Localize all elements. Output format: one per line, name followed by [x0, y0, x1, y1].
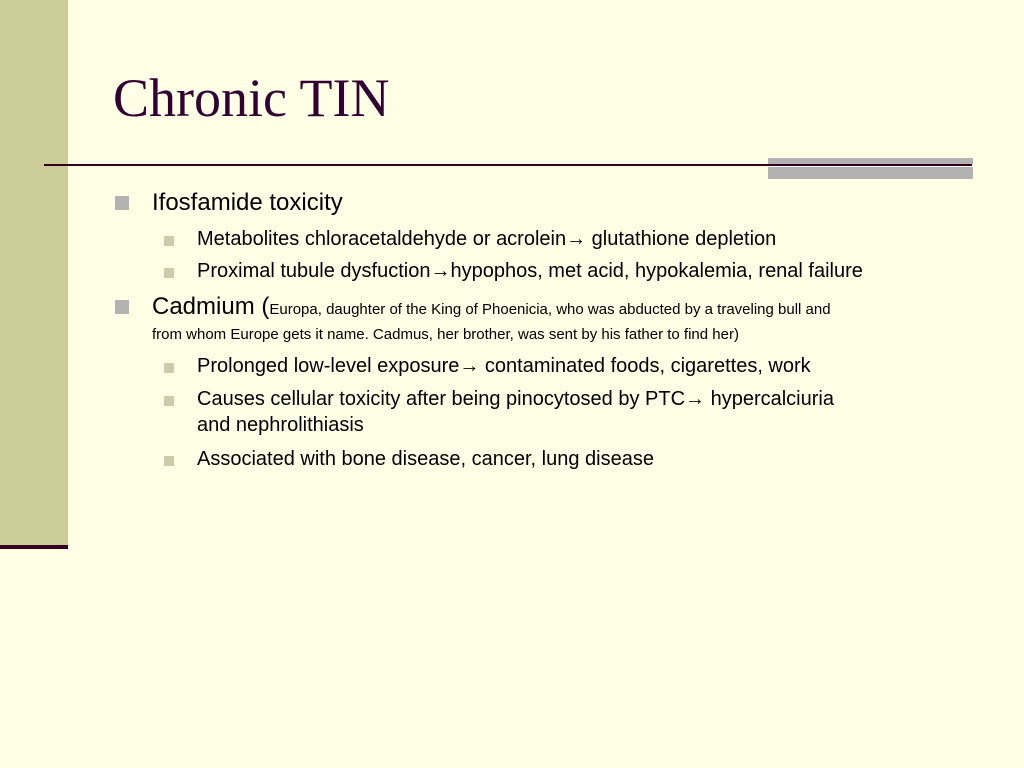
- bullet-cadmium: [152, 293, 831, 324]
- square-bullet-icon: [164, 236, 174, 246]
- bullet-note: Europa, daughter of the King of Phoenicia, who was abducted by a traveling bull and: [269, 301, 831, 318]
- sub-bullet-exposure: [197, 353, 811, 379]
- sub-bullet-text: contaminated foods, cigarettes, work: [479, 355, 811, 377]
- sub-bullet-cellular-toxicity: [197, 386, 834, 412]
- square-bullet-icon: [115, 300, 129, 314]
- bullet-note-continuation: from whom Europe gets it name. Cadmus, her brother, was sent by his father to find her): [152, 326, 739, 343]
- sub-bullet-text: Prolonged low-level exposure: [197, 355, 460, 377]
- bullet-heading: Cadmium (: [152, 293, 270, 320]
- arrow-right-icon: →: [566, 228, 587, 250]
- sub-bullet-associated: Associated with bone disease, cancer, lung disease: [197, 448, 654, 470]
- sub-bullet-text: Proximal tubule dysfuction: [197, 260, 431, 282]
- sub-bullet-proximal-tubule: [197, 258, 863, 284]
- sub-bullet-metabolites: [197, 226, 776, 252]
- sub-bullet-text: hypophos, met acid, hypokalemia, renal failure: [450, 260, 863, 282]
- sub-bullet-text: glutathione depletion: [586, 228, 777, 250]
- sub-bullet-text: Causes cellular toxicity after being pinocytosed by PTC: [197, 388, 686, 410]
- arrow-right-icon: →: [685, 388, 706, 410]
- sub-bullet-text: Metabolites chloracetaldehyde or acrolein: [197, 228, 567, 250]
- slide-title: Chronic TIN: [113, 68, 390, 128]
- square-bullet-icon: [164, 268, 174, 278]
- square-bullet-icon: [164, 456, 174, 466]
- arrow-right-icon: →: [430, 260, 451, 282]
- square-bullet-icon: [115, 196, 129, 210]
- sub-bullet-continuation: and nephrolithiasis: [197, 414, 364, 436]
- square-bullet-icon: [164, 396, 174, 406]
- bullet-ifosfamide: Ifosfamide toxicity: [152, 189, 343, 216]
- arrow-right-icon: →: [459, 355, 480, 377]
- square-bullet-icon: [164, 363, 174, 373]
- sub-bullet-text: hypercalciuria: [705, 388, 834, 410]
